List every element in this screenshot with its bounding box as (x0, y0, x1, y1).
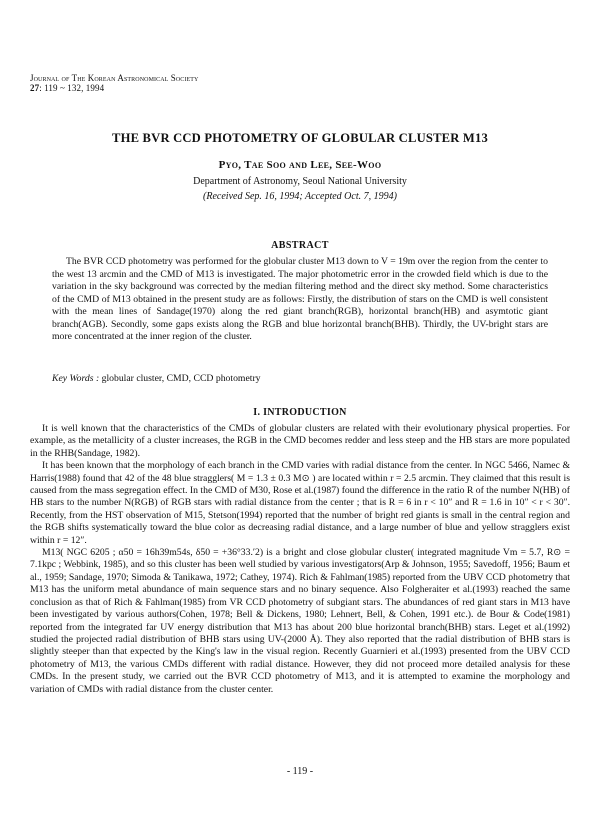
journal-volume-line (30, 83, 198, 93)
abstract-body (52, 256, 548, 344)
journal-name: Journal of The Korean Astronomical Society (30, 73, 199, 83)
journal-pages: : 119 ~ 132, 1994 (39, 83, 105, 93)
paragraph: M13( NGC 6205 ; α50 = 16h39m54s, δ50 = +36°33.′2) is a bright and close globular cluster( integrated magnitude Vm = 5.7, R⊙ = 7.1kpc ; Webbink, 1985), and so this cluster has been well studied by various investigators(Arp & Johnson, 1955; Savedoff, 1956; Baum et al., 1959; Sandage, 1970; Simoda & Tanikawa, 1972; Cathey, 1974). Rich & Fahlman(1985) reported from the UBV CCD photometry that M13 has the uniform metal abundance of main sequence stars and no binary sequence. Also Folgheraiter et al.(1993) reached the same conclusion as that of Rich & Fahlman(1985) from VR CCD photometry of subgiant stars. The abundances of red giant stars in M13 have been investigated by various authors(Cohen, 1978; Bell & Dickens, 1980; Lehnert, Bell, & Cohen, 1991 etc.). de Bour & Code(1981) reported from the integrated far UV energy distribution that M13 has about 200 blue horizontal branch(BHB) stars. Leget et al.(1992) studied the projected radial distribution of BHB stars using UV-(2000 Å). They also reported that the radial distribution of BHB stars is slightly steeper than that expected by the King's law in the visual region. Recently Guarnieri et al.(1993) presented from the UBV CCD photometry of M13, the various CMDs different with radial distance. However, they did not proceed more detailed analysis for these CMDs. In the present study, we carried out the BVR CCD photometry of M13, and it is attempted to examine the morphology and variation of CMDs with radial distance from the cluster center. (30, 547, 570, 695)
section-body (30, 423, 570, 696)
paragraph: It has been known that the morphology of each branch in the CMD varies with radial distance from the center. In NGC 5466, Namec & Harris(1988) found that 42 of the 48 blue stragglers( M = 1.3 ± 0.3 M⊙ ) are located within r = 2.5 arcmin. They claimed that this result is caused from the mass segregation effect. In the CMD of M30, Rose et al.(1987) found the difference in the ratio R of the number N(HB) of HB stars to the number N(RGB) of RGB stars with radial distance from the center ; that is R = 6 in r < 10″ and R = 1.6 in 10″ < r < 30″. Recently, from the HST observation of M15, Stetson(1994) reported that the number of bright red giants is small in the central region and the RGB shifts systematically toward the blue color as decreasing radial distance, and a large number of blue and yellow stragglers exist within r = 12″. (30, 460, 570, 546)
journal-header (30, 73, 198, 93)
abstract-heading: ABSTRACT (271, 240, 329, 251)
paragraph: It is well known that the characteristics of the CMDs of globular clusters are related with their evolutionary physical properties. For example, as the metallicity of a cluster increases, the RGB in the CMD becomes redder and less steep and the HB stars are more populated in the RHB(Sandage, 1982). (30, 423, 570, 459)
keywords-text: globular cluster, CMD, CCD photometry (101, 373, 261, 384)
journal-volume: 27 (30, 83, 40, 93)
section-heading: I. INTRODUCTION (253, 407, 347, 418)
abstract-text: The BVR CCD photometry was performed for the globular cluster M13 down to V = 19m over the region from the center to the west 13 arcmin and the CMD of M13 is investigated. The major photometric error in the crowded field which is due to the variation in the sky background was corrected by the median filtering method and the direct sky method. Some characteristics of the CMD of M13 obtained in the present study are as follows: Firstly, the distribution of stars on the CMD is well consistent with the mean lines of Sandage(1970) along the red giant branch(RGB), horizontal branch(HB) and asymtotic giant branch(AGB). Secondly, some gaps exists along the RGB and blue horizontal branch(BHB). Thirdly, the UV-bright stars are more concentrated at the inner region of the cluster. (52, 256, 548, 342)
keywords (52, 373, 548, 384)
keywords-label: Key Words : (52, 373, 100, 384)
author-affiliation: Department of Astronomy, Seoul National University (193, 176, 407, 187)
received-dates: (Received Sep. 16, 1994; Accepted Oct. 7, 1994) (203, 191, 397, 202)
paper-title: THE BVR CCD PHOTOMETRY OF GLOBULAR CLUSTER M13 (112, 131, 488, 145)
paper-authors: Pyo, Tae Soo and Lee, See-Woo (218, 159, 382, 171)
page-number: - 119 - (286, 766, 314, 777)
